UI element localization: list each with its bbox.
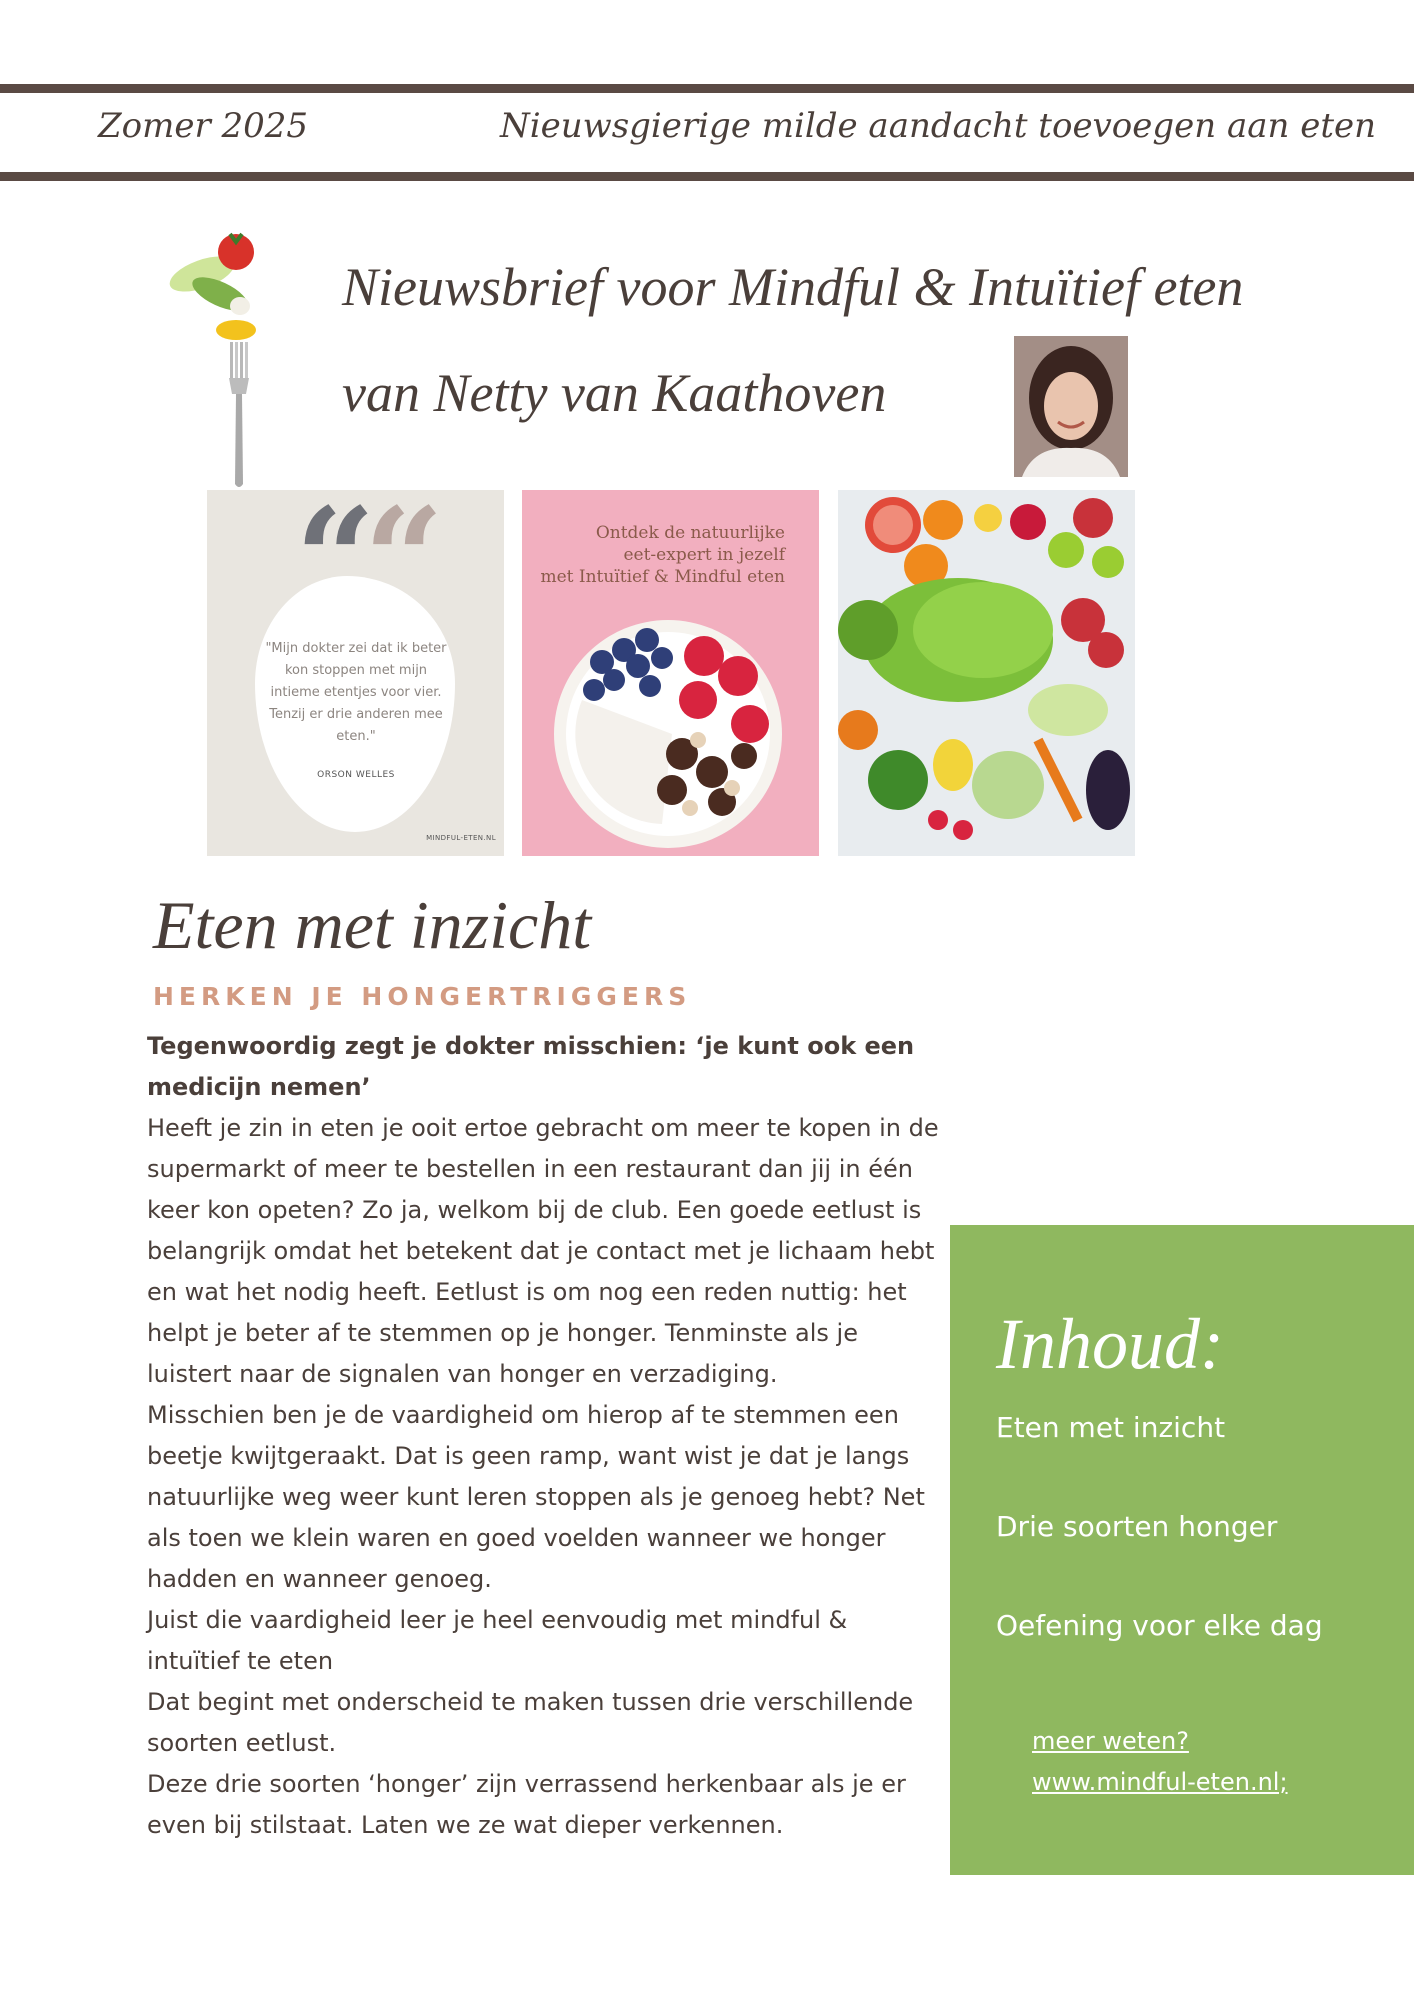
quote-author: ORSON WELLES <box>317 770 395 780</box>
article-heading: Eten met inzicht <box>153 887 592 963</box>
yoghurt-bowl-image <box>522 490 819 856</box>
quote-site: MINDFUL-ETEN.NL <box>426 834 496 842</box>
article-paragraph: Heeft je zin in eten je ooit ertoe gebracht om meer te kopen in de supermarkt of meer te bestellen in een restaurant dan jij in één keer kon opeten? Zo ja, welkom bij de club. Een goede eetlust is belangrijk omdat het betekent dat je contact met je lichaam hebt en wat het nodig heeft. Eetlust is om nog een reden nuttig: het helpt je beter af te stemmen op je honger. Tenminste als je luistert naar de signalen van honger en verzadiging. <box>147 1114 939 1388</box>
header-tagline: Nieuwsgierige milde aandacht toevoegen aan eten <box>499 106 1376 146</box>
quote-text: "Mijn dokter zei dat ik beter kon stoppen met mijn intieme etentjes voor vier. Tenzij er drie anderen mee eten." <box>265 641 447 744</box>
article-paragraph: Misschien ben je de vaardigheid om hierop af te stemmen een beetje kwijtgeraakt. Dat is geen ramp, want wist je dat je langs natuurlijke weg weer kunt leren stoppen als je genoeg hebt? Net als toen we klein waren en goed voelden wanneer we honger hadden en wanneer genoeg. <box>147 1401 925 1593</box>
article-subheading: HERKEN JE HONGERTRIGGERS <box>153 982 692 1011</box>
header-rule-bottom <box>0 172 1414 181</box>
issue-label: Zomer 2025 <box>98 106 309 146</box>
contents-item-drie-soorten-honger[interactable]: Drie soorten honger <box>996 1510 1278 1543</box>
contents-item-oefening[interactable]: Oefening voor elke dag <box>996 1609 1323 1642</box>
quote-marks-icon: ““ <box>295 490 433 642</box>
contents-title: Inhoud: <box>996 1304 1224 1384</box>
newsletter-author: van Netty van Kaathoven <box>342 363 887 423</box>
contents-item-eten-met-inzicht[interactable]: Eten met inzicht <box>996 1411 1226 1444</box>
quote-card-image <box>207 490 504 856</box>
website-link[interactable]: www.mindful-eten.nl; <box>1032 1768 1288 1796</box>
author-portrait <box>1014 336 1128 477</box>
newsletter-title: Nieuwsbrief voor Mindful & Intuïtief eten <box>342 257 1244 317</box>
vegetables-image <box>838 490 1135 856</box>
article-lead: Tegenwoordig zegt je dokter misschien: ‘je kunt ook een medicijn nemen’ <box>147 1032 915 1101</box>
more-info-link[interactable]: meer weten? <box>1032 1727 1189 1755</box>
header-rule-top <box>0 84 1414 93</box>
bowl-illustration <box>522 490 819 856</box>
article-paragraph: Juist die vaardigheid leer je heel eenvoudig met mindful & intuïtief te eten <box>147 1606 848 1675</box>
article-body <box>147 1026 947 1846</box>
contents-panel <box>950 1225 1414 1875</box>
bowl-caption: Ontdek de natuurlijke eet-expert in jezelf met Intuïtief & Mindful eten <box>540 523 785 587</box>
article-paragraph: Deze drie soorten ‘honger’ zijn verrassend herkenbaar als je er even bij stilstaat. Laten we ze wat dieper verkennen. <box>147 1770 906 1839</box>
vegetables-illustration <box>838 490 1135 856</box>
fork-salad-icon <box>150 222 270 490</box>
article-paragraph: Dat begint met onderscheid te maken tussen drie verschillende soorten eetlust. <box>147 1688 914 1757</box>
